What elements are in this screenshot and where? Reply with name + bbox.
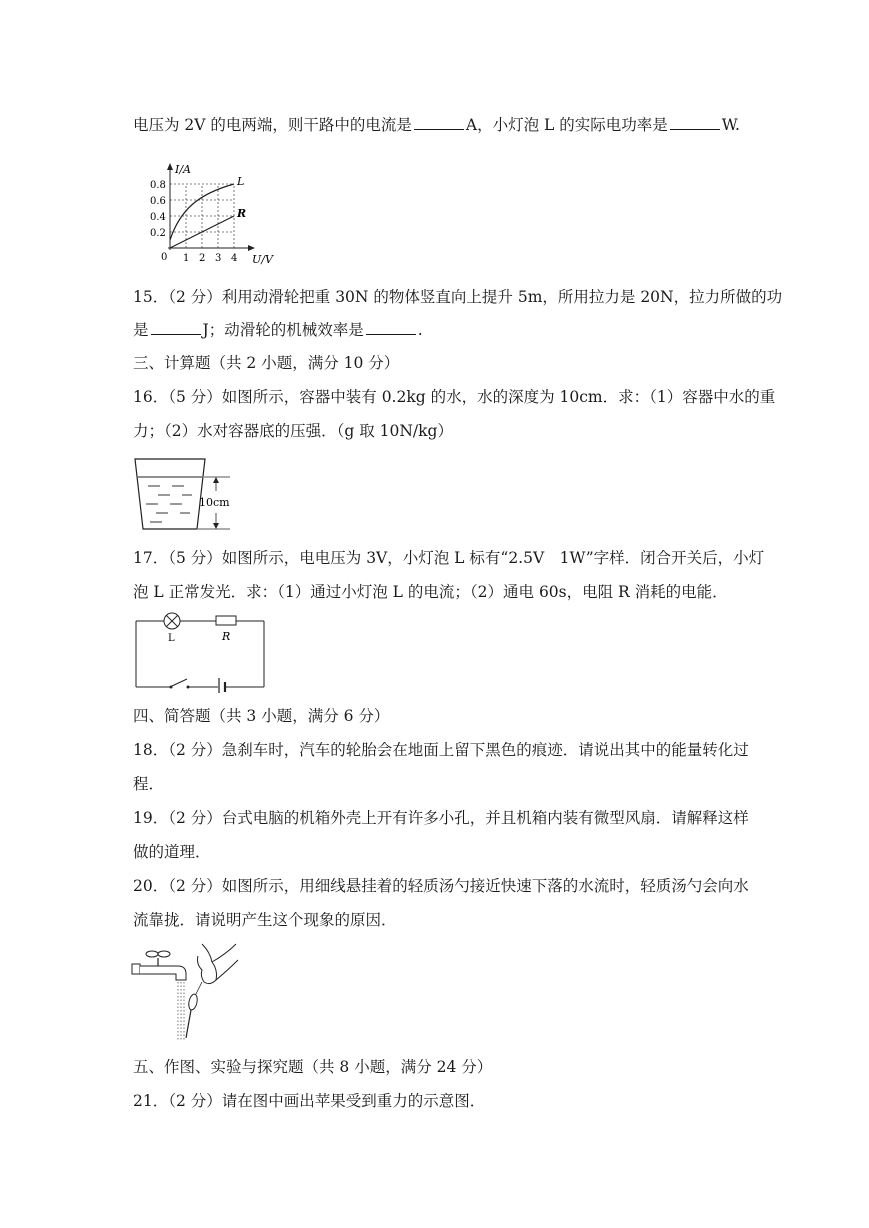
q14-continuation — [133, 113, 740, 135]
q15-text-mid: J；动滑轮的机械效率是 — [202, 321, 364, 339]
answer-blank-efficiency[interactable] — [366, 333, 416, 335]
q14-text-after: W. — [721, 116, 740, 134]
q21-line1: 21．（2 分）请在图中画出苹果受到重力的示意图． — [133, 1092, 486, 1110]
q15-text-before: 是 — [133, 321, 149, 339]
q18-line2: 程． — [133, 775, 165, 793]
q20-line1: 20．（2 分）如图所示，用细线悬挂着的轻质汤勺接近快速下落的水流时，轻质汤勺会向水 — [133, 877, 749, 895]
q19-line2: 做的道理． — [133, 843, 211, 861]
resistor-label: R — [222, 630, 231, 643]
q15-text-after: . — [417, 321, 423, 339]
section-heading-drawing-experiment: 五、作图、实验与探究题（共 8 小题，满分 24 分） — [133, 1058, 493, 1076]
resistor-icon — [216, 616, 236, 625]
lamp-icon — [164, 613, 180, 629]
x-tick-label: 1 — [183, 253, 190, 264]
x-axis-label: U/V — [252, 253, 273, 266]
spoon-icon — [186, 993, 199, 1038]
faucet-icon — [132, 951, 186, 980]
x-tick-label: 3 — [215, 253, 222, 264]
y-tick-label: 0.4 — [150, 212, 166, 223]
x-tick-label: 2 — [199, 253, 206, 264]
q15-line2 — [133, 318, 423, 340]
y-tick-label: 0.8 — [150, 180, 166, 191]
q20-line2: 流靠拢．请说明产生这个现象的原因． — [133, 911, 397, 929]
answer-blank-current[interactable] — [414, 128, 464, 130]
q16-line1: 16．（5 分）如图所示，容器中装有 0.2kg 的水，水的深度为 10cm．求：（1）容器中水的重 — [133, 388, 776, 406]
answer-blank-work[interactable] — [151, 333, 201, 335]
q14-text-mid: A，小灯泡 L 的实际电功率是 — [465, 116, 668, 134]
section-heading-short-answer: 四、简答题（共 3 小题，满分 6 分） — [133, 707, 390, 725]
curve-L-label: L — [237, 175, 245, 188]
lamp-label: L — [168, 633, 175, 644]
q16-container-figure — [130, 455, 250, 535]
q20-faucet-spoon-figure — [130, 940, 240, 1045]
q15-line1: 15．（2 分）利用动滑轮把重 30N 的物体竖直向上提升 5m，所用拉力是 20N，拉力所做的功 — [133, 288, 783, 306]
q17-line2: 泡 L 正常发光．求：（1）通过小灯泡 L 的电流；（2）通电 60s，电阻 R 消耗的电能． — [133, 583, 728, 601]
section-heading-calculation: 三、计算题（共 2 小题，满分 10 分） — [133, 354, 400, 372]
origin-label: 0 — [161, 252, 168, 263]
y-tick-label: 0.6 — [150, 196, 166, 207]
answer-blank-power[interactable] — [670, 128, 720, 130]
curve-R-label: R — [237, 207, 247, 220]
hand-icon — [198, 944, 217, 984]
q18-line1: 18．（2 分）急刹车时，汽车的轮胎会在地面上留下黑色的痕迹．请说出其中的能量转化过 — [133, 741, 749, 759]
q14-text-before: 电压为 2V 的电两端，则干路中的电流是 — [133, 116, 412, 134]
q16-line2: 力；（2）水对容器底的压强．（g 取 10N/kg） — [133, 422, 453, 440]
q17-circuit-diagram — [130, 608, 270, 693]
depth-label: 10cm — [199, 496, 230, 509]
q19-line1: 19．（2 分）台式电脑的机箱外壳上开有许多小孔，并且机箱内装有微型风扇．请解释这样 — [133, 809, 749, 827]
y-tick-label: 0.2 — [150, 228, 166, 239]
q14-iu-graph — [148, 160, 288, 268]
battery-icon — [219, 678, 225, 693]
switch-icon — [170, 679, 190, 689]
q17-line1: 17．（5 分）如图所示，电电压为 3V，小灯泡 L 标有“2.5V 1W”字样．闭合开关后，小灯 — [133, 549, 765, 567]
x-tick-label: 4 — [231, 253, 238, 264]
y-axis-label: I/A — [175, 163, 191, 176]
